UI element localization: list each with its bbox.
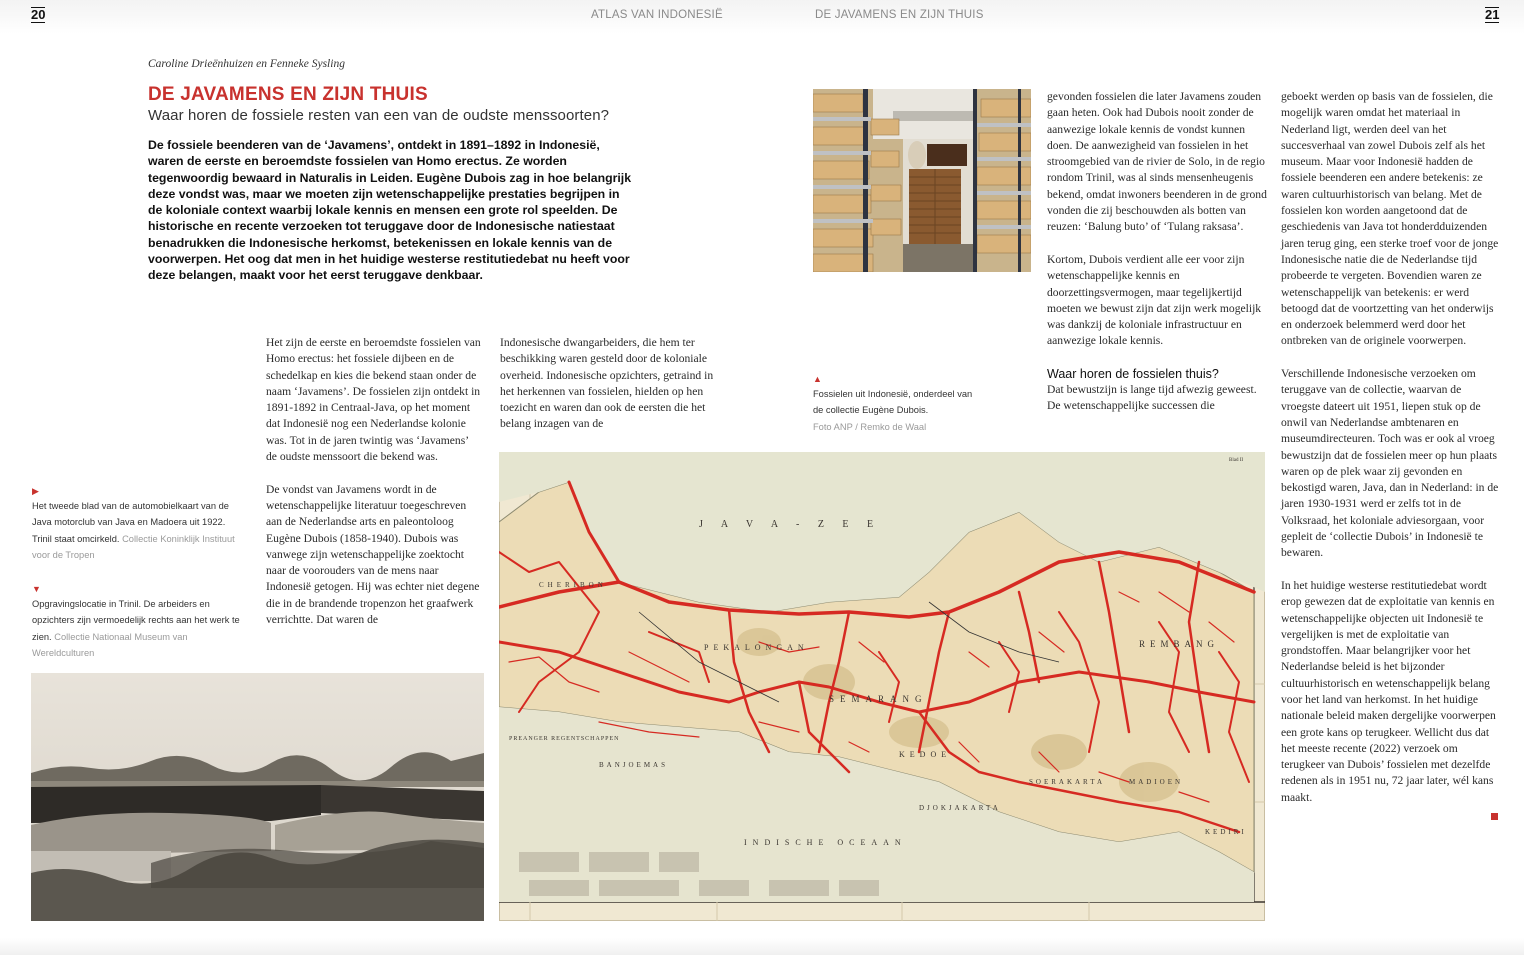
page-number-right: 21 (1485, 7, 1500, 22)
paragraph: De vondst van Javamens wordt in de wetenschappelijke literatuur toegeschreven aan de Nederlandse arts en paleontoloog Eugène Dubois (1858-1940). Dubois was vanwege zijn wetenschappelijke zoektocht naar de voorouders van de mens naar Indonesië getogen. Hij was echter niet degene die in de brandende tropenzon het graafwerk verrichtte. Dat waren de (266, 482, 480, 627)
map-label-madioen: MADIOEN (1129, 778, 1184, 786)
paragraph: Dat bewustzijn is lange tijd afwezig geweest. De wetenschappelijke successen die (1047, 382, 1257, 413)
running-head-right: DE JAVAMENS EN ZIJN THUIS (815, 9, 984, 21)
java-road-map (499, 452, 1265, 921)
body-column-4 (1281, 89, 1499, 806)
map-label-djokjakarta: DJOKJAKARTA (919, 804, 1001, 812)
top-bar (0, 0, 1524, 34)
body-column-2 (500, 335, 718, 433)
map-label-rembang: REMBANG (1139, 639, 1220, 649)
paragraph: Kortom, Dubois verdient alle eer voor zijn wetenschappelijke kennis en doorzettingsvermogen, maar tegelijkertijd moeten we bewust zijn dat zijn werk mogelijk was dankzij de koloniale infrastructuur en aanwezige lokale kennis. (1047, 252, 1262, 348)
map-label-banjoemas: BANJOEMAS (599, 761, 669, 769)
map-label-java-zee: J A V A - Z E E (699, 519, 882, 530)
caption-map (32, 484, 242, 563)
caption-credit: Collectie Nationaal Museum van Wereldculturen (32, 631, 188, 658)
caption-arrow-down-icon: ▼ (32, 584, 41, 594)
caption-text: Opgravingslocatie in Trinil. De arbeiders en opzichters zijn vermoedelijk rechts aan het werk te zien. (32, 599, 240, 642)
map-label-preanger: PREANGER REGENTSCHAPPEN (509, 736, 620, 742)
map-label-indische-oceaan: INDISCHE OCEAAN (744, 838, 907, 847)
map-label-kedoe: KEDOE (899, 750, 952, 759)
paragraph: Indonesische dwangarbeiders, die hem ter beschikking waren gesteld door de koloniale overheid. Indonesische opzichters, getraind in het herkennen van fossielen, hielden op hen toezicht en waren dan ook de eersten die het belang inzagen van de (500, 336, 714, 431)
body-column-3 (1047, 89, 1267, 414)
map-label-semarang: SEMARANG (829, 694, 928, 704)
paragraph: In het huidige westerse restitutiedebat wordt erop gewezen dat de exploitatie van kennis en wetenschappelijke objecten uit Indonesië te vergelijken is met de exploitatie van grondstoffen. Maar belangrijker voor het Nederlandse beleid is het bijzonder cultuurhistorisch en wetenschappelijk belang voor het land van herkomst. In het huidige nationale beleid maken dergelijke voorwerpen een grote kans op terugkeer. Wellicht dus dat het meeste recente (2022) verzoek om terugkeer van Dubois’ fossielen met dezelfde redenen als in 1951 nu, 72 jaar later, wél kans maakt. (1281, 578, 1496, 804)
map-label-cheribon: CHERIBON (539, 581, 607, 589)
map-label-pekalongan: PEKALONGAN (704, 643, 809, 652)
article-subtitle: Waar horen de fossiele resten van een van de oudste menssoorten? (148, 107, 610, 124)
excavation-illustration (31, 673, 484, 921)
article-title: DE JAVAMENS EN ZIJN THUIS (148, 84, 428, 105)
archive-shelves-illustration (813, 89, 1031, 272)
paragraph: Verschillende Indonesische verzoeken om teruggave van de collectie, waarvan de vroegste dateert uit 1951, liepen stuk op de onwil van Nederlandse ambtenaren en museumdirecteuren. Toch was er ook al vroeg bewustzijn dat de fossielen meer op hun plaats waren op de plek waar zij gevonden en bekostigd waren, Java, dan in Nederland: in de jaren 1930-1931 werd er zelfs tot in de Volksraad, het koloniale adviesorgaan, voor gepleit de ‘collectie Dubois’ in Indonesië te bewaren. (1281, 367, 1499, 560)
caption-credit: Collectie Koninklijk Instituut voor de Tropen (32, 533, 235, 560)
section-heading: Waar horen de fossielen thuis? (1047, 366, 1219, 381)
paragraph: gevonden fossielen die later Javamens zouden gaan heten. Ook had Dubois nooit zonder de aanwezige lokale kennis de vondst kunnen doen. De aanwezigheid van fossielen in het stroomgebied van de rivier de Solo, in de regio rondom Trinil, was al sinds mensenheugenis bekend, omdat inwoners beenderen in de grond vonden die zij beschouwden als botten van reuzen: ‘Balung buto’ of ‘Tulang raksasa’. (1047, 90, 1267, 234)
article-authors: Caroline Drieënhuizen en Fenneke Sysling (148, 58, 345, 70)
paragraph: geboekt werden op basis van de fossielen, die mogelijk waren omdat het materiaal in Nederland ligt, werden deel van het succesverhaal van zowel Dubois zelf als het museum. Maar voor Indonesië hadden de fossiele beenderen een andere betekenis: ze waren cultuurhistorisch van belang. Met de fossielen kon worden aangetoond dat de geschiedenis van Java tot honderdduizenden jaren terug ging, een sterke troef voor de jonge Indonesische natie die de Nederlandse tijd probeerde te vergeten. Bovendien waren ze wetenschappelijk van betekenis: er werd betoogd dat de voortzetting van het onderwijs en onderzoek belemmerd werd door het ontbreken van de originele voorwerpen. (1281, 90, 1499, 348)
paragraph: Het zijn de eerste en beroemdste fossielen van Homo erectus: het fossiele dijbeen en de schedelkap en kies die bekend staan onder de naam ‘Javamens’. De fossielen zijn ontdekt in 1891-1892 in Centraal-Java, op het moment dat Indonesië nog een Nederlandse kolonie was. Tot in de jaren twintig was ‘Javamens’ de oudste menssoort die bekend was. (266, 336, 481, 464)
article-intro: De fossiele beenderen van de ‘Javamens’, ontdekt in 1891–1892 in Indonesië, waren de eerste en beroemdste fossielen van Homo erectus. Ze worden tegenwoordig bewaard in Naturalis in Leiden. Eugène Dubois zag in hoe belangrijk deze vondst was, maar we moeten zijn wetenschappelijke prestaties begrijpen in de koloniale context waarbij lokale kennis en mensen een grote rol speelden. De historische en recente verzoeken tot teruggave door de Indonesische natiestaat benadrukken die Indonesische herkomst, betekenissen en lokale kennis van de voorwerpen. Het oog dat men in het huidige westerse restitutiedebat nu heeft voor deze belangen, maakt voor het eerst teruggave denkbaar. (148, 138, 632, 283)
map-illustration (499, 452, 1265, 921)
caption-text: Het tweede blad van de automobielkaart van de Java motorclub van Java en Madoera uit 1922. Trinil staat omcirkeld. (32, 501, 229, 544)
map-label-kediri: KEDIRI (1205, 828, 1247, 836)
end-of-article-mark (1491, 813, 1498, 820)
running-head-left: ATLAS VAN INDONESIË (591, 9, 723, 21)
caption-excavation (32, 582, 242, 661)
caption-text: Fossielen uit Indonesië, onderdeel van de collectie Eugène Dubois. (813, 389, 973, 416)
bottom-bar (0, 938, 1524, 955)
caption-arrow-up-icon: ▲ (813, 374, 822, 384)
fossil-archive-photo (813, 89, 1031, 272)
caption-credit: Foto ANP / Remko de Waal (813, 421, 927, 432)
page-number-left: 20 (31, 7, 46, 22)
map-label-soerakarta: SOERAKARTA (1029, 778, 1106, 786)
body-column-1 (266, 335, 481, 628)
caption-fossils (813, 372, 978, 435)
map-sheet-label: Blad II (1229, 458, 1244, 463)
caption-arrow-right-icon: ▶ (32, 486, 39, 496)
excavation-site-photo (31, 673, 484, 921)
